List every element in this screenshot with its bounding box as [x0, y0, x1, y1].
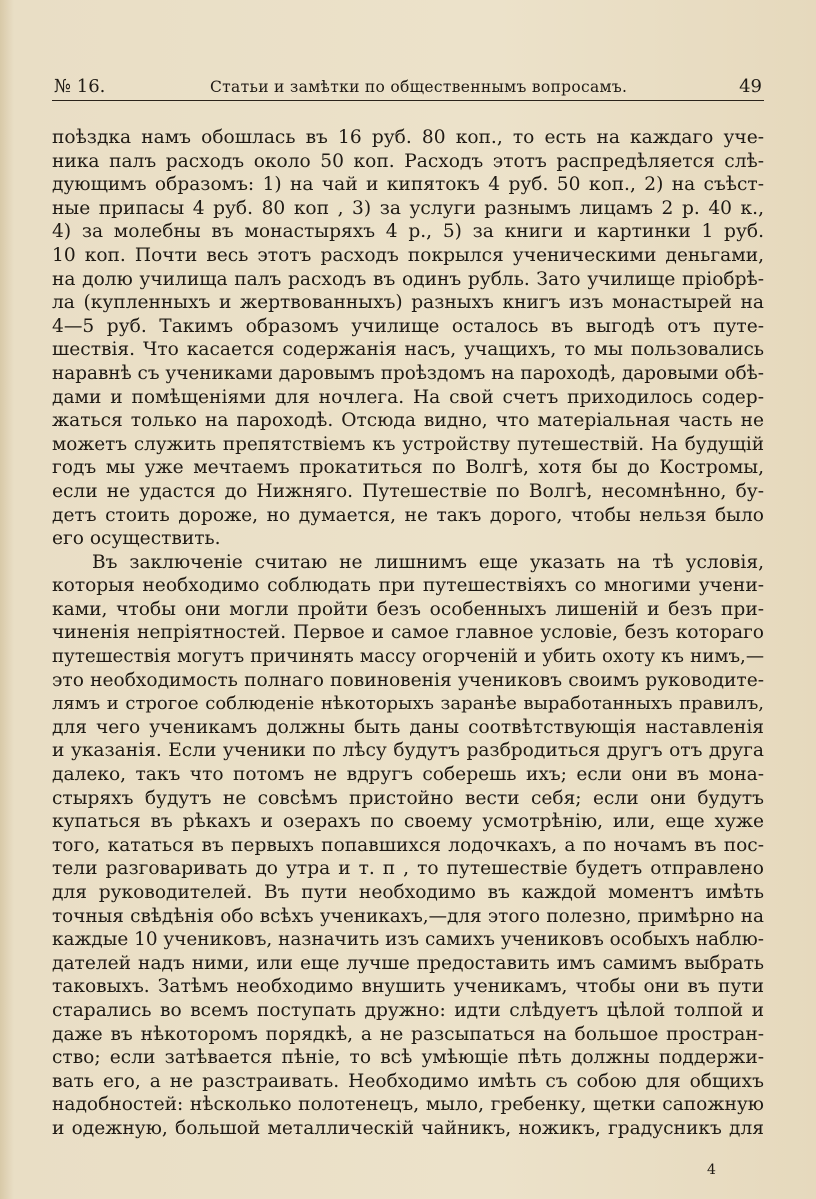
text-line: которыя необходимо соблюдать при путешествіяхъ со многими учени- [52, 575, 764, 597]
text-line: поѣздка намъ обошлась въ 16 руб. 80 коп., то есть на каждаго уче- [52, 127, 764, 148]
section-title: Статьи и замѣтки по общественнымъ вопросамъ. [210, 78, 628, 96]
text-line: лямъ и строгое соблюденіе нѣкоторыхъ заранѣе выработанныхъ правилъ, [52, 693, 764, 715]
text-line: путешествія могутъ причинять массу огорченій и убить охоту къ нимъ,— [52, 646, 764, 668]
text-line: и одежную, большой металлическій чайникъ, ножикъ, градусникъ для [52, 1117, 764, 1139]
text-line: дующимъ образомъ: 1) на чай и кипятокъ 4 руб. 50 коп., 2) на съѣст- [52, 174, 764, 196]
text-line: на долю училища палъ расходъ въ одинъ рубль. Зато училище пріобрѣ- [52, 268, 764, 290]
text-line: ство; если затѣвается пѣніе, то всѣ умѣющіе пѣть должны поддержи- [52, 1047, 764, 1069]
text-line: тели разговаривать до утра и т. п , то путешествіе будетъ отправлено [52, 858, 764, 880]
text-line: даже въ нѣкоторомъ порядкѣ, а не разсыпаться на большое простран- [52, 1023, 764, 1045]
paragraph-start-line: Въ заключеніе считаю не лишнимъ еще указать на тѣ условія, [92, 551, 764, 573]
text-line: купаться въ рѣкахъ и озерахъ по своему усмотрѣнію, или, еще хуже [52, 811, 764, 833]
text-line: шествія. Что касается содержанія насъ, учащихъ, то мы пользовались [52, 339, 764, 361]
text-line: 4) за молебны въ монастыряхъ 4 р., 5) за книги и картинки 1 руб. [52, 221, 764, 243]
text-line: дателей надъ ними, или еще лучше предоставить имъ самимъ выбрать [52, 952, 764, 974]
text-line: для чего ученикамъ должны быть даны соотвѣтствующія наставленія [52, 716, 764, 738]
text-line: 10 коп. Почти весь этотъ расходъ покрылся ученическими деньгами, [52, 244, 764, 266]
text-line: ные припасы 4 руб. 80 коп , 3) за услуги разнымъ лицамъ 2 р. 40 к., [52, 197, 764, 219]
text-line: дами и помѣщеніями для ночлега. На свой счетъ приходилось содер- [52, 386, 764, 408]
text-line: можетъ служить препятствіемъ къ устройству путешествій. На будущій [52, 433, 764, 455]
text-line: ла (купленныхъ и жертвованныхъ) разныхъ книгъ изъ монастырей на [52, 292, 764, 314]
text-line: жаться только на пароходѣ. Отсюда видно, что матеріальная часть не [52, 410, 764, 432]
text-line: для руководителей. Въ пути необходимо въ каждой моментъ имѣть [52, 882, 764, 903]
text-line: наравнѣ съ учениками даровымъ проѣздомъ на пароходѣ, даровыми обѣ- [52, 362, 764, 384]
text-line: далеко, такъ что потомъ не вдругъ соберешь ихъ; если они въ мона- [52, 764, 764, 786]
text-line: ника палъ расходъ около 50 коп. Расходъ этотъ распредѣляется слѣ- [52, 150, 764, 172]
text-line: каждые 10 учениковъ, назначить изъ самихъ учениковъ особыхъ наблю- [52, 929, 764, 951]
text-line: если не удастся до Нижняго. Путешествіе по Волгѣ, несомнѣнно, бу- [52, 480, 764, 502]
text-line: чиненія непріятностей. Первое и самое главное условіе, безъ котораго [52, 622, 764, 644]
text-line: 4—5 руб. Такимъ образомъ училище осталось въ выгодѣ отъ путе- [52, 315, 764, 337]
text-line: вать его, а не разстраивать. Необходимо имѣть съ собою для общихъ [52, 1070, 764, 1092]
text-line: того, кататься въ первыхъ попавшихся лодочкахъ, а по ночамъ въ пос- [52, 834, 764, 856]
text-line: старались во всемъ поступать дружно: идти слѣдуетъ цѣлой толпой и [52, 999, 764, 1021]
text-line: ками, чтобы они могли пройти безъ особенныхъ лишеній и безъ при- [52, 598, 764, 620]
text-line: стыряхъ будутъ не совсѣмъ пристойно вести себя; если они будутъ [52, 787, 764, 809]
text-line: это необходимость полнаго повиновенія учениковъ своимъ руководите- [52, 669, 764, 691]
page-number: 49 [739, 76, 762, 97]
paragraph-end-line: его осуществить. [52, 528, 221, 550]
text-line: точныя свѣдѣнія обо всѣхъ ученикахъ,—для этого полезно, примѣрно на [52, 905, 764, 927]
text-line: и указанія. Если ученики по лѣсу будутъ разбродиться другъ отъ друга [52, 740, 764, 762]
body-text [52, 126, 764, 1141]
signature-mark: 4 [707, 1162, 716, 1178]
issue-number: № 16. [54, 76, 106, 97]
text-line: детъ стоить дороже, но думается, не такъ дорого, чтобы нельзя было [52, 504, 764, 526]
running-header [52, 74, 764, 101]
text-line: таковыхъ. Затѣмъ необходимо внушить ученикамъ, чтобы они въ пути [52, 976, 764, 998]
text-line: надобностей: нѣсколько полотенецъ, мыло, гребенку, щетки сапожную [52, 1094, 764, 1116]
text-line: годъ мы уже мечтаемъ прокатиться по Волгѣ, хотя бы до Костромы, [52, 457, 764, 479]
